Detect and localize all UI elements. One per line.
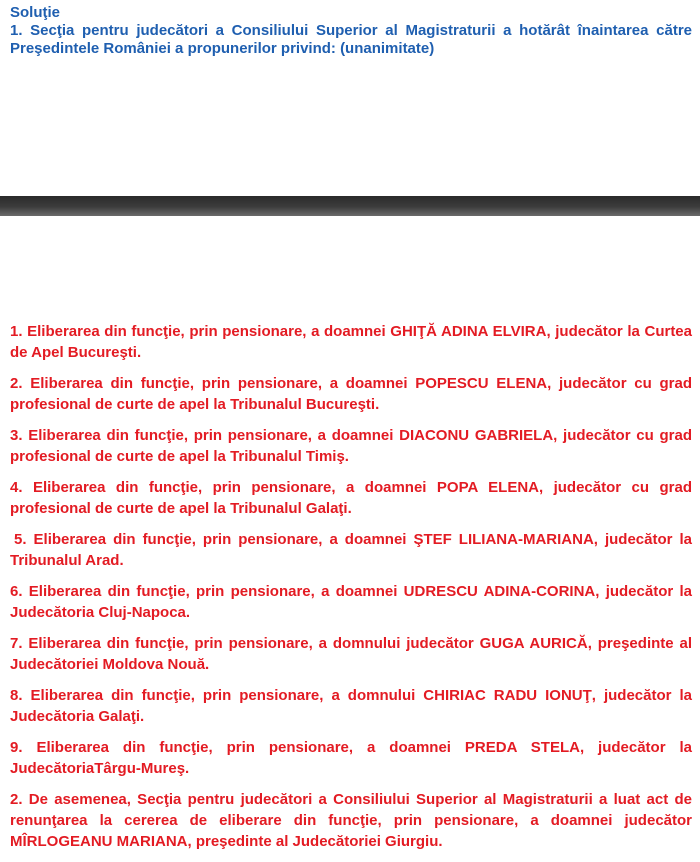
list-item: 9. Eliberarea din funcţie, prin pensionare, a doamnei PREDA STELA, judecător la JudecătoriaTârgu-Mureş. [10, 739, 692, 777]
list-item: 8. Eliberarea din funcţie, prin pensionare, a domnului CHIRIAC RADU IONUŢ, judecător la Judecătoria Galaţi. [10, 687, 692, 725]
list-item: 6. Eliberarea din funcţie, prin pensionare, a doamnei UDRESCU ADINA-CORINA, judecător la Judecătoria Cluj-Napoca. [10, 583, 692, 621]
list-item: 3. Eliberarea din funcţie, prin pensionare, a doamnei DIACONU GABRIELA, judecător cu grad profesional de curte de apel la Tribunalul Timiş. [10, 427, 692, 465]
list-item: 2. Eliberarea din funcţie, prin pensionare, a doamnei POPESCU ELENA, judecător cu grad profesional de curte de apel la Tribunalul Bucureşti. [10, 375, 692, 413]
list-item: 7. Eliberarea din funcţie, prin pensionare, a domnului judecător GUGA AURICĂ, preşedinte al Judecătoriei Moldova Nouă. [10, 635, 692, 673]
intro-paragraph: 1. Secţia pentru judecători a Consiliului Superior al Magistraturii a hotărât înaintarea către Preşedintele României a propunerilor privind: (unanimitate) [10, 22, 692, 57]
list-item: 1. Eliberarea din funcţie, prin pensionare, a doamnei GHIŢĂ ADINA ELVIRA, judecător la Curtea de Apel Bucureşti. [10, 323, 692, 361]
header-section [10, 4, 692, 58]
list-item: 5. Eliberarea din funcţie, prin pensionare, a doamnei ŞTEF LILIANA-MARIANA, judecător la Tribunalul Arad. [10, 531, 692, 569]
decision-list [10, 321, 692, 862]
divider-bar [0, 196, 700, 216]
list-item: 4. Eliberarea din funcţie, prin pensionare, a doamnei POPA ELENA, judecător cu grad profesional de curte de apel la Tribunalul Galaţi. [10, 479, 692, 517]
page-title: Soluţie [10, 4, 61, 21]
list-item: 2. De asemenea, Secţia pentru judecători a Consiliului Superior al Magistraturii a luat act de renunţarea la cererea de eliberare din funcţie, prin pensionare, a doamnei judecător MÎRLOGEANU MARIANA, preşedinte al Judecătoriei Giurgiu. [10, 791, 692, 850]
